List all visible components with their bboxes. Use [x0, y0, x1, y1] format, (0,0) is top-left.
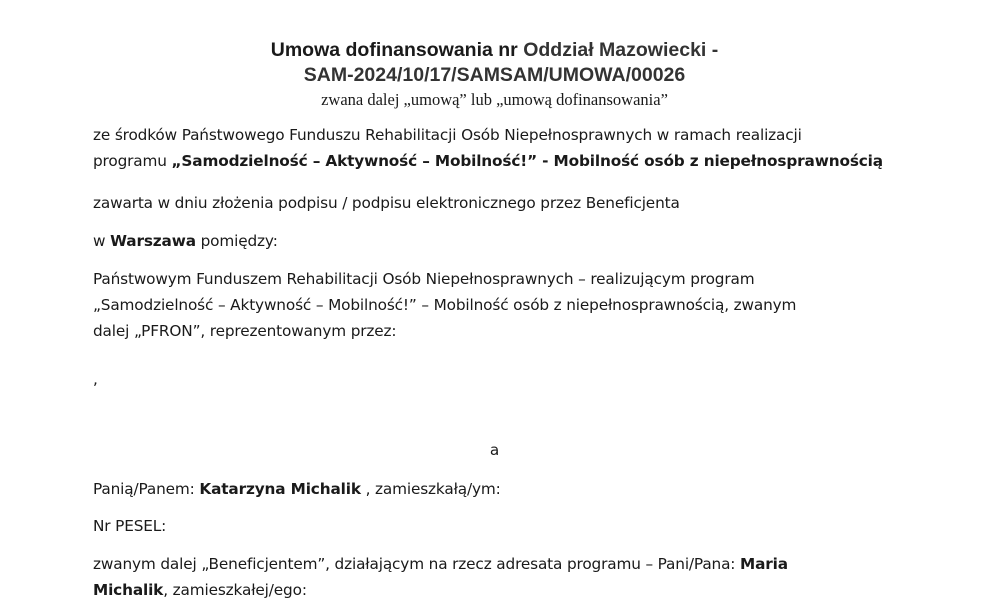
representatives-paragraph	[93, 366, 913, 392]
place-suffix: pomiędzy:	[200, 232, 278, 250]
place-paragraph	[93, 228, 913, 254]
recipient-last-name: Michalik	[93, 581, 164, 599]
place-line	[93, 228, 913, 254]
pfron-line-1: Państwowym Funduszem Rehabilitacji Osób Niepełnosprawnych – realizującym program	[93, 270, 755, 288]
agreement-number: SAM-2024/10/17/SAMSAM/UMOWA/00026	[303, 64, 686, 86]
recipient-first-name: Maria	[740, 555, 788, 573]
recipient-suffix: , zamieszkałej/ego:	[163, 581, 307, 599]
recipient-line-1	[93, 551, 913, 577]
title-branch: Oddział Mazowiecki -	[523, 39, 719, 61]
funding-line-2	[93, 148, 913, 174]
agreement-alias: zwana dalej „umową” lub „umową dofinansowania”	[321, 90, 668, 109]
recipient-paragraph	[93, 551, 913, 603]
recipient-prefix: zwanym dalej „Beneficjentem”, działającym na rzecz adresata programu – Pani/Pana:	[93, 555, 736, 573]
beneficiary-line	[93, 476, 913, 502]
beneficiary-paragraph	[93, 476, 913, 502]
beneficiary-suffix: , zamieszkałą/ym:	[365, 480, 501, 498]
funding-line-2-prefix: programu	[93, 152, 167, 170]
place-city: Warszawa	[110, 232, 196, 250]
funding-paragraph	[93, 122, 913, 174]
beneficiary-name: Katarzyna Michalik	[199, 480, 361, 498]
place-prefix: w	[93, 232, 106, 250]
concluded-paragraph	[93, 190, 913, 216]
pesel-label: Nr PESEL:	[93, 517, 167, 535]
and-separator: a	[489, 441, 500, 459]
title-prefix: Umowa dofinansowania nr	[270, 39, 518, 61]
program-name: „Samodzielność – Aktywność – Mobilność!” - Mobilność osób z niepełnosprawnością	[171, 152, 883, 170]
pfron-line-3: dalej „PFRON”, reprezentowanym przez:	[93, 322, 397, 340]
pfron-paragraph	[93, 266, 913, 344]
representatives-text: ,	[93, 370, 98, 388]
pfron-line-2: „Samodzielność – Aktywność – Mobilność!” – Mobilność osób z niepełnosprawnością, zwanym	[93, 296, 797, 314]
beneficiary-prefix: Panią/Panem:	[93, 480, 195, 498]
funding-line-1: ze środków Państwowego Funduszu Rehabilitacji Osób Niepełnosprawnych w ramach realizacji	[93, 126, 802, 144]
pesel-paragraph	[93, 513, 913, 539]
agreement-title	[0, 38, 989, 62]
concluded-text: zawarta w dniu złożenia podpisu / podpisu elektronicznego przez Beneficjenta	[93, 194, 680, 212]
recipient-line-2	[93, 577, 913, 603]
